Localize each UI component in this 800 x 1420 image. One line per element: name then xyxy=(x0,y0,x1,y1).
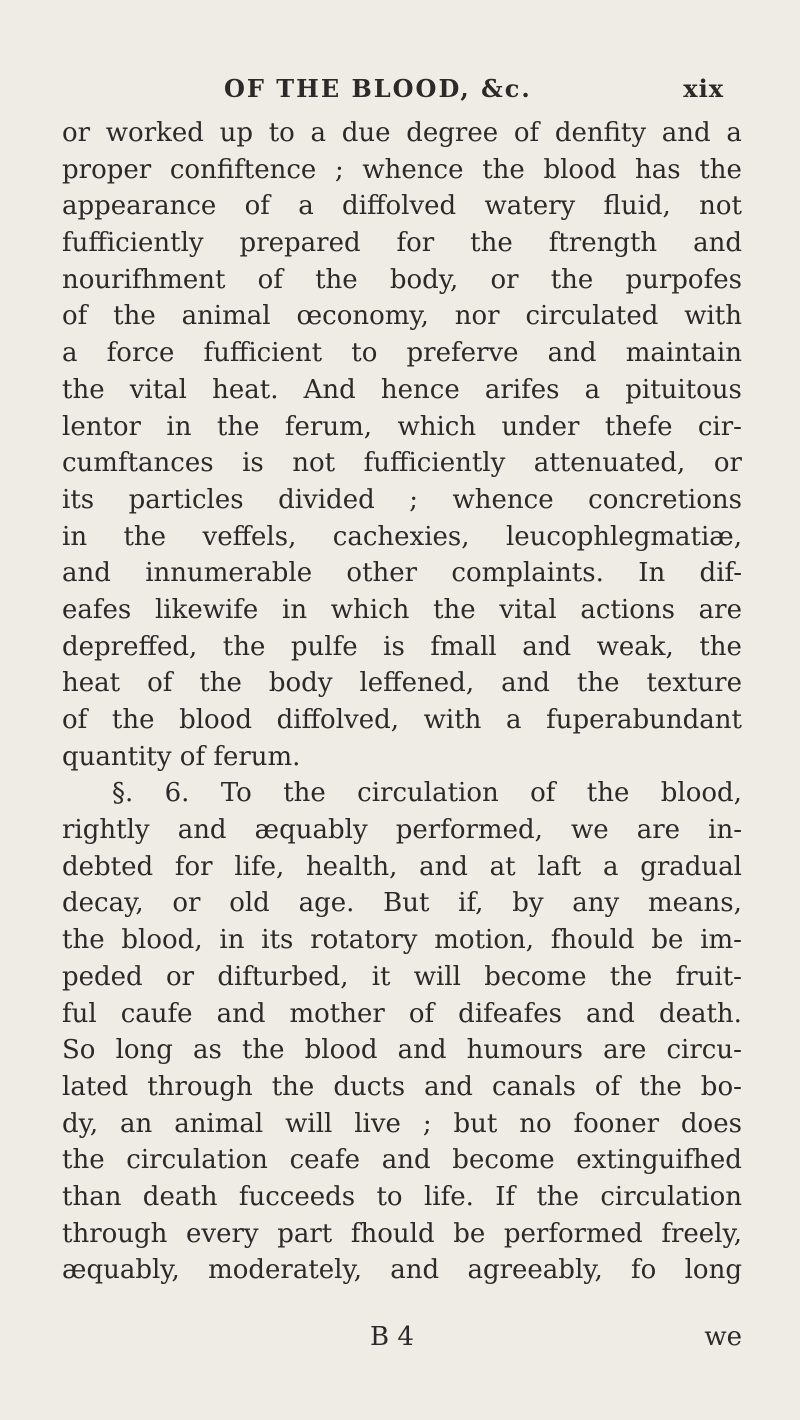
page-body xyxy=(62,115,742,1289)
text-line: quantity of ferum. xyxy=(62,741,301,772)
text-line: §. 6. To the circulation of the blood, xyxy=(112,778,742,809)
text-line: debted for life, health, and at laft a gradual xyxy=(62,851,742,882)
catchword: we xyxy=(704,1322,742,1352)
text-line: cumftances is not fufficiently attenuated, or xyxy=(62,448,742,479)
text-line: peded or difturbed, it will become the fruit- xyxy=(62,961,742,992)
text-line: dy, an animal will live ; but no fooner does xyxy=(62,1108,742,1139)
page-footer xyxy=(62,1318,742,1356)
text-line: the circulation ceafe and become extinguifhed xyxy=(62,1145,742,1176)
text-line: eafes likewife in which the vital actions are xyxy=(62,594,742,625)
text-line: of the blood diffolved, with a fuperabundant xyxy=(62,705,742,735)
text-line: the vital heat. And hence arifes a pituitous xyxy=(62,374,742,405)
text-line: of the animal œconomy, nor circulated with xyxy=(62,301,742,332)
text-line: depreffed, the pulfe is fmall and weak, the xyxy=(62,631,742,662)
text-line: æquably, moderately, and agreeably, fo long xyxy=(62,1255,742,1286)
text-line: or worked up to a due degree of denfity and a xyxy=(62,118,742,148)
text-line: lated through the ducts and canals of the bo- xyxy=(62,1071,742,1102)
text-line: than death fucceeds to life. If the circulation xyxy=(62,1181,742,1212)
text-line: decay, or old age. But if, by any means, xyxy=(62,888,742,919)
text-line: in the veffels, cachexies, leucophlegmatiæ, xyxy=(62,521,742,552)
text-line: a force fufficient to preferve and maintain xyxy=(62,338,742,369)
paragraph-2 xyxy=(62,775,742,1289)
text-line: fufficiently prepared for the ftrength and xyxy=(62,228,742,259)
text-line: rightly and æquably performed, we are in- xyxy=(62,815,742,846)
text-line: heat of the body leffened, and the texture xyxy=(62,668,742,699)
text-line: the blood, in its rotatory motion, fhould be im- xyxy=(62,925,742,956)
paragraph-1 xyxy=(62,115,742,775)
text-line: proper confiftence ; whence the blood has the xyxy=(62,154,742,185)
text-line: its particles divided ; whence concretions xyxy=(62,484,742,515)
page-number: xix xyxy=(683,74,724,103)
text-line: appearance of a diffolved watery fluid, not xyxy=(62,191,742,222)
text-line: nourifhment of the body, or the purpofes xyxy=(62,264,742,295)
text-line: lentor in the ferum, which under thefe cir- xyxy=(62,411,742,442)
text-line: So long as the blood and humours are circu- xyxy=(62,1035,742,1066)
signature-mark: B 4 xyxy=(370,1322,414,1352)
running-title: OF THE BLOOD, &c. xyxy=(224,74,532,103)
text-line: and innumerable other complaints. In dif- xyxy=(62,558,742,589)
text-line: through every part fhould be performed freely, xyxy=(62,1218,742,1249)
text-line: ful caufe and mother of difeafes and death. xyxy=(62,998,742,1029)
